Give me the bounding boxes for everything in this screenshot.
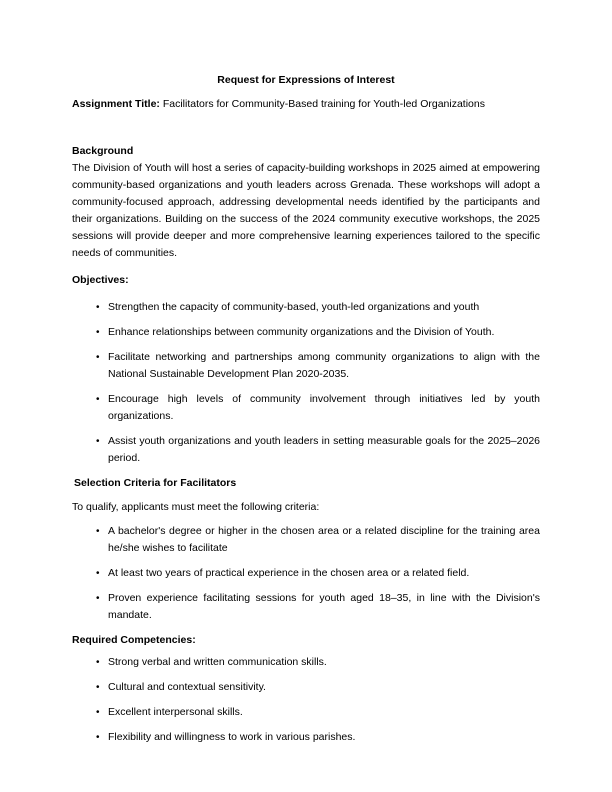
background-paragraph: The Division of Youth will host a series of capacity-building workshops in 2025 aimed at empowering community-based organizations and youth leaders across Grenada. These workshops will adopt a community-focused approach, addressing developmental needs identified by the participants and their organizations. Building on the success of the 2024 community executive workshops, the 2025 sessions will provide deeper and more comprehensive learning experiences tailored to the specific needs of communities. (72, 162, 540, 259)
list-item-text: Strengthen the capacity of community-based, youth-led organizations and youth (108, 301, 480, 313)
list-item-text: Flexibility and willingness to work in various parishes. (108, 731, 356, 743)
bullet-icon: • (96, 436, 100, 447)
bullet-icon: • (96, 568, 100, 579)
bullet-icon: • (96, 526, 100, 537)
list-item (72, 679, 540, 696)
assignment-title-value: Facilitators for Community-Based training for Youth-led Organizations (159, 98, 485, 110)
page-title: Request for Expressions of Interest (217, 74, 395, 86)
list-item (72, 704, 540, 721)
selection-criteria-intro: To qualify, applicants must meet the following criteria: (72, 501, 320, 513)
list-item-text: Assist youth organizations and youth leaders in setting measurable goals for the 2025–2026 period. (108, 435, 540, 464)
bullet-icon: • (96, 394, 100, 405)
list-item (72, 565, 540, 582)
list-item (72, 324, 540, 341)
selection-criteria-list (72, 523, 540, 624)
objectives-list (72, 299, 540, 467)
objectives-heading: Objectives: (72, 274, 129, 286)
list-item (72, 349, 540, 383)
bullet-icon: • (96, 327, 100, 338)
bullet-icon: • (96, 352, 100, 363)
list-item-text: Strong verbal and written communication skills. (108, 656, 327, 668)
list-item (72, 391, 540, 425)
list-item-text: Excellent interpersonal skills. (108, 706, 243, 718)
list-item (72, 433, 540, 467)
selection-criteria-heading: Selection Criteria for Facilitators (74, 477, 237, 489)
bullet-icon: • (96, 732, 100, 743)
bullet-icon: • (96, 707, 100, 718)
list-item-text: Proven experience facilitating sessions for youth aged 18–35, in line with the Division's mandate. (108, 592, 540, 621)
bullet-icon: • (96, 657, 100, 668)
required-competencies-list (72, 654, 540, 746)
assignment-title-line (72, 96, 540, 113)
bullet-icon: • (96, 302, 100, 313)
list-item-text: Cultural and contextual sensitivity. (108, 681, 266, 693)
list-item (72, 590, 540, 624)
list-item (72, 299, 540, 316)
list-item-text: Enhance relationships between community organizations and the Division of Youth. (108, 326, 495, 338)
assignment-title-label: Assignment Title: (72, 98, 160, 110)
bullet-icon: • (96, 682, 100, 693)
list-item-text: At least two years of practical experience in the chosen area or a related field. (108, 567, 470, 579)
background-heading: Background (72, 145, 134, 157)
list-item-text: A bachelor's degree or higher in the chosen area or a related discipline for the training area he/she wishes to facilitate (108, 525, 540, 554)
list-item (72, 729, 540, 746)
bullet-icon: • (96, 593, 100, 604)
list-item (72, 523, 540, 557)
list-item-text: Encourage high levels of community involvement through initiatives led by youth organizations. (108, 393, 540, 422)
required-competencies-heading: Required Competencies: (72, 634, 196, 646)
list-item (72, 654, 540, 671)
list-item-text: Facilitate networking and partnerships among community organizations to align with the National Sustainable Development Plan 2020-2035. (108, 351, 540, 380)
